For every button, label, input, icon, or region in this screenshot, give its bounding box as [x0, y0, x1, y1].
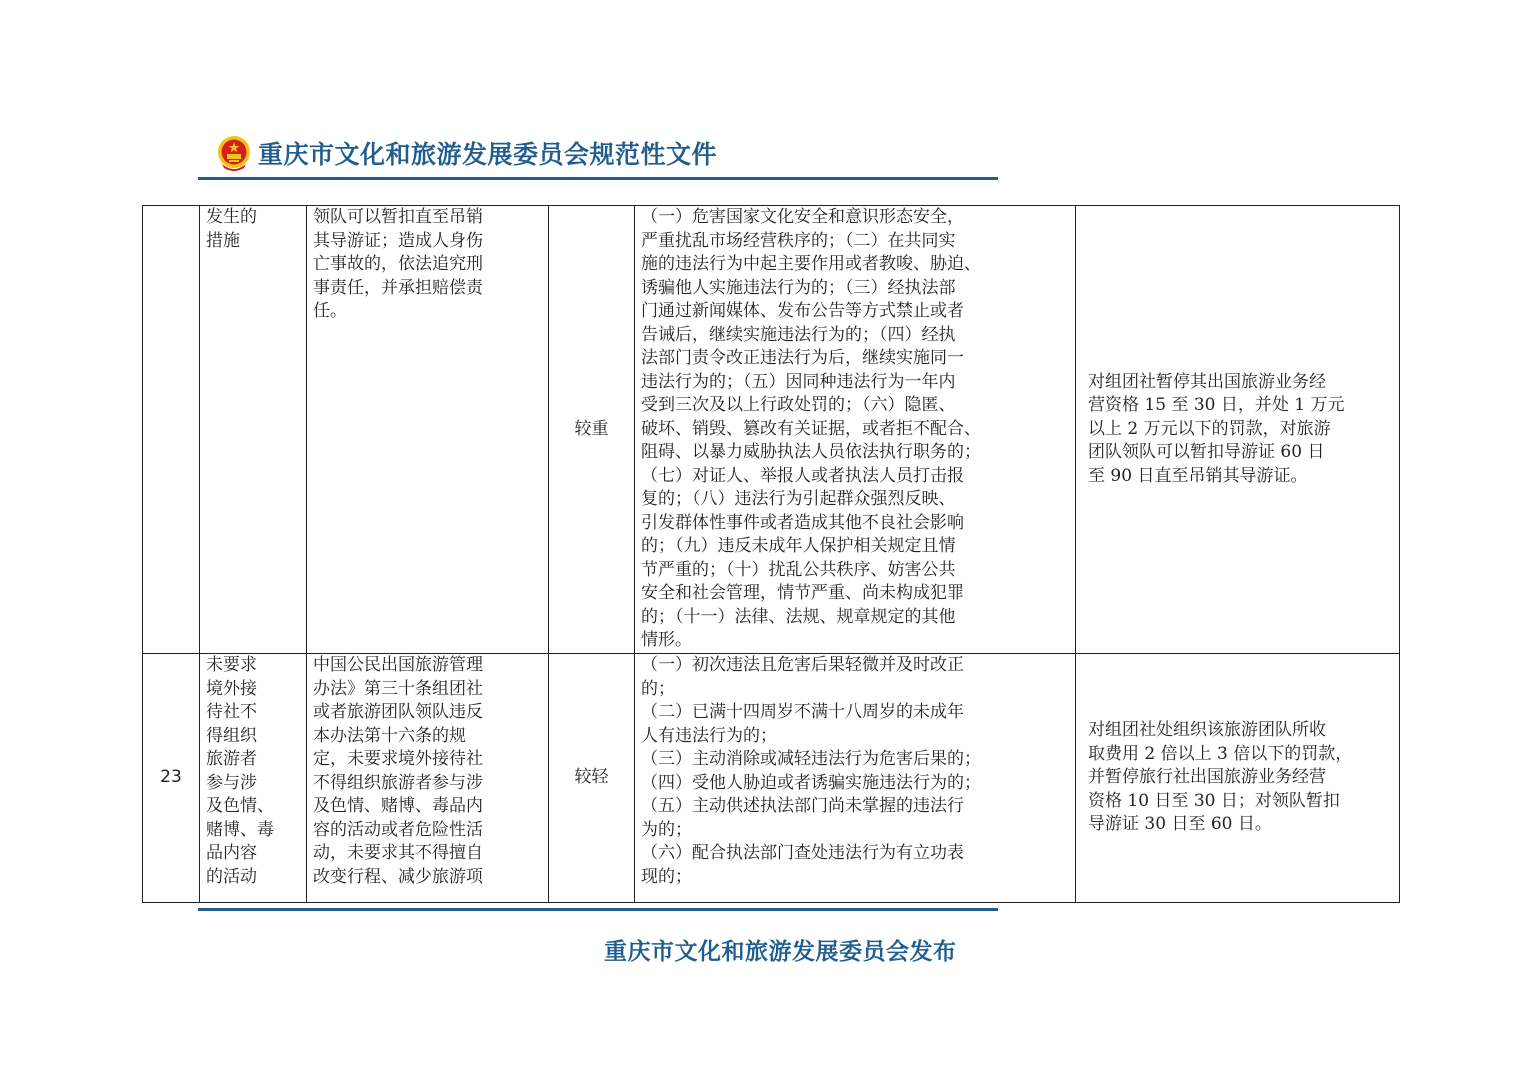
- violation-item-cell: [200, 206, 307, 654]
- row-number-text: 23: [160, 767, 182, 788]
- severity-level-text: 较重: [574, 418, 609, 439]
- legal-basis-cell: [307, 206, 549, 654]
- severity-level-cell: [549, 654, 635, 903]
- header-rule: [198, 177, 998, 180]
- row-number-cell: [143, 206, 200, 654]
- row-number-cell: [143, 654, 200, 903]
- table-row: [143, 654, 1400, 903]
- document-header: [216, 133, 717, 173]
- footer-rule: [198, 908, 998, 911]
- penalty-standard-cell: [1076, 206, 1400, 654]
- circumstances-cell: [635, 206, 1076, 654]
- circumstances-cell: [635, 654, 1076, 903]
- severity-level-cell: [549, 206, 635, 654]
- penalty-standard-cell: [1076, 654, 1400, 903]
- severity-level-text: 较轻: [574, 767, 609, 788]
- legal-basis-text: 中国公民出国旅游管理 办法》第三十条组团社 或者旅游团队领队违反 本办法第十六条的规 定，未要求境外接待社 不得组织旅游者参与涉 及色情、赌博、毒品内 容的活动或者危险性活 动，未要求其不得擅自 改变行程、减少旅游项: [313, 655, 483, 887]
- footer-title: 重庆市文化和旅游发展委员会发布: [604, 938, 957, 965]
- penalty-standard-text: 对组团社处组织该旅游团队所收 取费用 2 倍以上 3 倍以下的罚款， 并暂停旅行社出国旅游业务经营 资格 10 日至 30 日；对领队暂扣 导游证 30 日至 60 日。: [1088, 720, 1353, 835]
- violation-item-cell: [200, 654, 307, 903]
- national-emblem-icon: [216, 134, 252, 172]
- violation-item-text: 未要求 境外接 待社不 得组织 旅游者 参与涉 及色情、 赌博、毒 品内容 的活动: [206, 655, 274, 887]
- circumstances-text: （一）危害国家文化安全和意识形态安全， 严重扰乱市场经营秩序的；（二）在共同实 施的违法行为中起主要作用或者教唆、胁迫、 诱骗他人实施违法行为的；（三）经执法部 门通过新闻媒体、发布公告等方式禁止或者 告诫后，继续实施违法行为的；（四）经执 法部门责令改正违法行为后，继续实施同一 违法行为的；（五）因同种违法行为一年内 受到三次及以上行政处罚的；（六）隐匿、 破坏、销毁、篡改有关证据，或者拒不配合、 阻碍、以暴力威胁执法人员依法执行职务的； （七）对证人、举报人或者执法人员打击报 复的；（八）违法行为引起群众强烈反映、 引发群体性事件或者造成其他不良社会影响 的；（九）违反未成年人保护相关规定且情 节严重的；（十）扰乱公共秩序、妨害公共 安全和社会管理，情节严重、尚未构成犯罪 的；（十一）法律、法规、规章规定的其他 情形。: [641, 207, 981, 650]
- legal-basis-text: 领队可以暂扣直至吊销 其导游证；造成人身伤 亡事故的，依法追究刑 事责任，并承担赔偿责 任。: [313, 207, 483, 321]
- penalty-table: [142, 205, 1400, 903]
- circumstances-text: （一）初次违法且危害后果轻微并及时改正 的； （二）已满十四周岁不满十八周岁的未成年 人有违法行为的； （三）主动消除或减轻违法行为危害后果的； （四）受他人胁迫或者诱骗实施违法行为的； （五）主动供述执法部门尚未掌握的违法行 为的； （六）配合执法部门查处违法行为有立功表 现的；: [641, 655, 981, 887]
- legal-basis-cell: [307, 654, 549, 903]
- penalty-standard-text: 对组团社暂停其出国旅游业务经 营资格 15 至 30 日，并处 1 万元 以上 2 万元以下的罚款，对旅游 团队领队可以暂扣导游证 60 日 至 90 日直至吊销其导游证。: [1088, 371, 1345, 486]
- header-title: 重庆市文化和旅游发展委员会规范性文件: [258, 140, 718, 169]
- violation-item-text: 发生的 措施: [206, 207, 257, 251]
- table-row: [143, 206, 1400, 654]
